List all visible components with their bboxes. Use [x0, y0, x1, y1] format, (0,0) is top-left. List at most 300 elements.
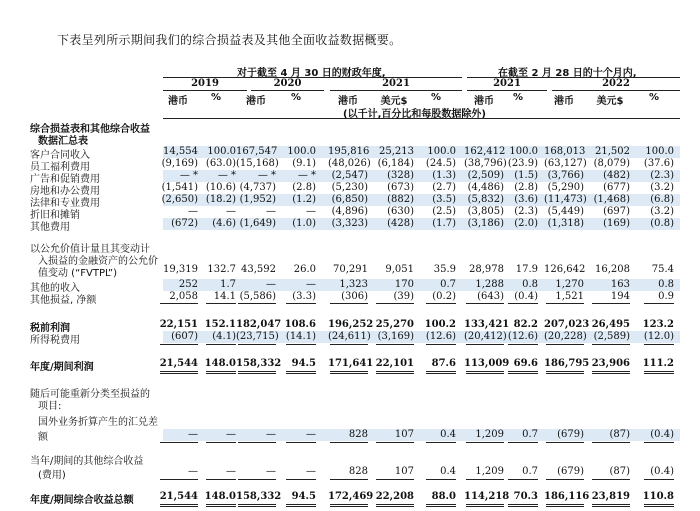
row-label: 房地和办公费用 [30, 186, 100, 197]
table-cell: (2.8) [514, 182, 538, 193]
table-cell: 100.0 [207, 146, 236, 157]
table-cell: 171,641 [328, 358, 374, 369]
cell-rule [160, 442, 198, 443]
table-cell: — [226, 466, 236, 477]
table-cell: 21,502 [595, 146, 630, 157]
table-cell: (679) [557, 466, 584, 477]
table-cell: — [266, 206, 276, 217]
table-cell: 19,319 [163, 264, 198, 275]
cell-rule [206, 344, 236, 345]
cell-rule [644, 371, 674, 374]
table-cell: 126,642 [544, 264, 586, 275]
table-cell: 828 [348, 466, 368, 477]
year-header: 2020 [273, 78, 302, 89]
table-cell: (9.1) [292, 158, 316, 169]
cell-rule [592, 479, 630, 480]
cell-rule [644, 344, 674, 345]
table-cell: (1.7) [432, 218, 456, 229]
table-cell: (10.6) [205, 182, 236, 193]
table-cell: 172,469 [328, 491, 374, 502]
cell-rule [592, 442, 630, 443]
cell-rule [466, 344, 504, 345]
cell-rule [592, 371, 630, 374]
cell-rule [160, 479, 198, 480]
table-cell: 22,101 [375, 358, 414, 369]
table-cell: (12.6) [507, 331, 538, 342]
table-cell: (63,127) [544, 158, 587, 169]
row-label: 其他费用 [30, 222, 70, 233]
table-cell: (2.5) [432, 206, 456, 217]
table-cell: 194 [610, 291, 630, 302]
cell-rule [508, 303, 538, 304]
row-label: 法律和专业费用 [30, 198, 100, 209]
year-rule [552, 90, 680, 91]
table-cell: 1.7 [220, 279, 236, 290]
cell-rule [546, 442, 584, 443]
table-cell: (2.3) [650, 170, 674, 181]
row-label: 税前利润 [30, 323, 70, 334]
cell-rule [426, 344, 456, 345]
table-cell: (87) [609, 429, 630, 440]
table-cell: (3.6) [514, 194, 538, 205]
column-header: % [512, 92, 524, 103]
table-cell: (2,509) [467, 170, 504, 181]
table-cell: (3.3) [292, 291, 316, 302]
table-cell: (5,290) [547, 182, 584, 193]
table-cell: (1,649) [239, 218, 276, 229]
table-cell: 107 [394, 466, 414, 477]
row-label: 额 [38, 432, 48, 443]
year-rule [467, 90, 547, 91]
table-cell: (3,169) [377, 331, 414, 342]
table-cell: (63.0) [205, 158, 236, 169]
table-cell: (3,766) [547, 170, 584, 181]
table-cell: 1,209 [475, 429, 504, 440]
table-cell: 0.8 [522, 279, 538, 290]
cell-rule [508, 504, 538, 507]
row-label: 年度/期间综合收益总额 [30, 495, 134, 506]
cell-rule [426, 479, 456, 480]
table-cell: (6.8) [650, 194, 674, 205]
table-cell: 88.0 [431, 491, 456, 502]
table-cell: (677) [603, 182, 630, 193]
row-label: 年度/期间利润 [30, 362, 94, 373]
column-header: 美元$ [380, 96, 408, 107]
year-rule [251, 90, 324, 91]
table-cell: (1.5) [514, 170, 538, 181]
table-cell: 14,554 [163, 146, 198, 157]
table-cell: 23,906 [591, 358, 630, 369]
table-cell: — * [179, 170, 198, 181]
table-cell: (3,323) [331, 218, 368, 229]
cell-rule [376, 344, 414, 345]
table-cell: 107 [394, 429, 414, 440]
cell-rule [376, 371, 414, 374]
table-cell: — * [297, 170, 316, 181]
header-group-ten-months: 在截至 2 月 28 日的十个月内, [498, 68, 637, 79]
table-cell: 21,544 [159, 491, 198, 502]
row-label: 以公允价值计量且其变动计 [30, 244, 150, 255]
unit-note: (以千计,百分比和每股数据除外) [343, 109, 486, 120]
table-cell: — [266, 279, 276, 290]
table-cell: (328) [387, 170, 414, 181]
cell-rule [644, 303, 674, 304]
table-cell: (2,547) [331, 170, 368, 181]
table-cell: 22,151 [159, 319, 198, 330]
table-cell: — [306, 279, 316, 290]
column-header: 港币 [246, 96, 266, 107]
table-cell: 94.5 [291, 491, 316, 502]
table-cell: 133,421 [464, 319, 510, 330]
table-cell: 1,270 [555, 279, 584, 290]
cell-rule [160, 371, 198, 374]
table-cell: (679) [557, 429, 584, 440]
table-cell: (0.4) [650, 466, 674, 477]
table-cell: (6,184) [377, 158, 414, 169]
table-cell: 158,332 [236, 491, 282, 502]
table-cell: (18.2) [205, 194, 236, 205]
table-cell: (643) [477, 291, 504, 302]
cell-rule [330, 344, 368, 345]
cell-rule [238, 344, 276, 345]
table-cell: (1.0) [292, 218, 316, 229]
table-cell: (4,896) [331, 206, 368, 217]
table-cell: — [226, 429, 236, 440]
cell-rule [508, 371, 538, 374]
row-label: 员工福利费用 [30, 162, 90, 173]
header-bottom-rule [163, 118, 680, 119]
table-cell: (4.6) [212, 218, 236, 229]
row-label: 客户合同收入 [30, 150, 90, 161]
table-cell: — [266, 429, 276, 440]
table-cell: 25,213 [379, 146, 414, 157]
table-cell: (1,468) [593, 194, 630, 205]
table-cell: 25,270 [375, 319, 414, 330]
cell-rule [546, 344, 584, 345]
table-cell: (24,611) [328, 331, 371, 342]
table-cell: (1,318) [547, 218, 584, 229]
table-cell: (3.5) [432, 194, 456, 205]
table-cell: 252 [178, 279, 198, 290]
year-rule [330, 90, 462, 91]
table-cell: 0.7 [522, 466, 538, 477]
table-cell: 17.9 [515, 264, 538, 275]
table-cell: 75.4 [651, 264, 674, 275]
table-cell: 94.5 [291, 358, 316, 369]
table-cell: (697) [603, 206, 630, 217]
cell-rule [426, 442, 456, 443]
table-cell: 110.8 [642, 491, 674, 502]
table-cell: 2,058 [169, 291, 198, 302]
table-cell: (20,412) [464, 331, 507, 342]
table-cell: 182,047 [236, 319, 282, 330]
table-cell: — * [217, 170, 236, 181]
table-cell: 100.2 [424, 319, 456, 330]
table-cell: 123.2 [642, 319, 674, 330]
cell-rule [330, 504, 368, 507]
column-header: 美元$ [596, 96, 624, 107]
table-cell: (3.2) [650, 206, 674, 217]
table-cell: 100.0 [645, 146, 674, 157]
table-cell: 26,495 [591, 319, 630, 330]
table-cell: 1,323 [339, 279, 368, 290]
cell-rule [286, 344, 316, 345]
table-cell: (37.6) [643, 158, 674, 169]
table-cell: 113,009 [464, 358, 510, 369]
table-cell: 148.0 [204, 491, 236, 502]
table-cell: (1,541) [161, 182, 198, 193]
table-cell: 207,023 [544, 319, 590, 330]
cell-rule [330, 442, 368, 443]
table-cell: 28,978 [469, 264, 504, 275]
cell-rule [466, 371, 504, 374]
table-cell: (23,715) [236, 331, 279, 342]
cell-rule [508, 442, 538, 443]
column-header: % [648, 92, 660, 103]
cell-rule [160, 504, 198, 507]
table-cell: — [226, 206, 236, 217]
table-cell: 14.1 [213, 291, 236, 302]
column-header: 港币 [338, 96, 358, 107]
table-cell: 0.7 [440, 279, 456, 290]
table-cell: 16,208 [595, 264, 630, 275]
table-cell: (3.2) [650, 182, 674, 193]
table-cell: 9,051 [385, 264, 414, 275]
cell-rule [286, 442, 316, 443]
table-cell: 1,209 [475, 466, 504, 477]
column-header: % [290, 92, 302, 103]
cell-rule [466, 479, 504, 480]
table-cell: 148.0 [204, 358, 236, 369]
table-cell: 186,116 [544, 491, 590, 502]
cell-rule [644, 504, 674, 507]
table-cell: 100.0 [509, 146, 538, 157]
table-cell: 82.2 [513, 319, 538, 330]
cell-rule [160, 303, 198, 304]
row-label: 广告和促销费用 [30, 174, 100, 185]
table-cell: (1.2) [292, 194, 316, 205]
table-cell: 163 [610, 279, 630, 290]
table-cell: (39) [393, 291, 414, 302]
table-cell: (3,186) [467, 218, 504, 229]
row-label: 折旧和摊销 [30, 210, 80, 221]
cell-rule [286, 303, 316, 304]
column-header: 港币 [554, 96, 574, 107]
table-cell: 1,521 [555, 291, 584, 302]
table-cell: (0.2) [432, 291, 456, 302]
table-cell: 87.6 [431, 358, 456, 369]
table-cell: (4,486) [467, 182, 504, 193]
column-header: 港币 [474, 96, 494, 107]
cell-rule [466, 504, 504, 507]
table-cell: (1.3) [432, 170, 456, 181]
table-cell: (5,230) [331, 182, 368, 193]
cell-rule [376, 442, 414, 443]
table-cell: (482) [603, 170, 630, 181]
table-cell: (14.1) [285, 331, 316, 342]
header-group-fiscal-year: 对于截至 4 月 30 日的财政年度, [237, 68, 386, 79]
cell-rule [376, 504, 414, 507]
cell-rule [238, 303, 276, 304]
table-cell: 70.3 [513, 491, 538, 502]
row-label: 其他损益, 净额 [30, 295, 97, 306]
table-cell: (8,079) [593, 158, 630, 169]
table-cell: (0.4) [514, 291, 538, 302]
cell-rule [508, 479, 538, 480]
cell-rule [238, 479, 276, 480]
cell-rule [426, 371, 456, 374]
cell-rule [160, 344, 198, 345]
table-cell: 828 [348, 429, 368, 440]
cell-rule [508, 344, 538, 345]
table-cell: 162,412 [464, 146, 506, 157]
table-cell: 35.9 [433, 264, 456, 275]
cell-rule [546, 303, 584, 304]
table-cell: (38,796) [464, 158, 507, 169]
table-cell: (882) [387, 194, 414, 205]
table-cell: 132.7 [207, 264, 236, 275]
cell-rule [466, 303, 504, 304]
cell-rule [330, 303, 368, 304]
cell-rule [238, 371, 276, 374]
cell-rule [286, 371, 316, 374]
table-cell: (48,026) [328, 158, 371, 169]
cell-rule [206, 303, 236, 304]
table-cell: 69.6 [513, 358, 538, 369]
table-cell: (6,850) [331, 194, 368, 205]
column-header: % [430, 92, 442, 103]
table-cell: (5,586) [239, 291, 276, 302]
cell-rule [206, 442, 236, 443]
row-label: 国外业务折算产生的汇兑差 [38, 417, 158, 428]
cell-rule [546, 479, 584, 480]
year-header: 2021 [382, 78, 410, 89]
table-cell: 111.2 [642, 358, 674, 369]
table-cell: 114,218 [464, 491, 510, 502]
table-cell: 195,816 [328, 146, 370, 157]
table-cell: — * [257, 170, 276, 181]
row-label: 值变动 (“FVTPL”) [38, 268, 118, 279]
year-header: 2021 [493, 78, 521, 89]
table-cell: (20,228) [544, 331, 587, 342]
cell-rule [546, 371, 584, 374]
row-label: 所得税费用 [30, 335, 80, 346]
table-cell: — [188, 429, 198, 440]
table-cell: 100.0 [287, 146, 316, 157]
cell-rule [644, 442, 674, 443]
table-cell: (0.4) [650, 429, 674, 440]
table-cell: (15,168) [236, 158, 279, 169]
table-cell: (672) [171, 218, 198, 229]
table-cell: (2,650) [161, 194, 198, 205]
cell-rule [644, 479, 674, 480]
cell-rule [546, 504, 584, 507]
cell-rule [206, 371, 236, 374]
table-cell: — [188, 466, 198, 477]
table-cell: (1,952) [239, 194, 276, 205]
table-cell: 70,291 [333, 264, 368, 275]
table-cell: (3,805) [467, 206, 504, 217]
table-cell: (428) [387, 218, 414, 229]
cell-rule [426, 303, 456, 304]
table-cell: (5,449) [547, 206, 584, 217]
table-cell: 0.4 [440, 466, 456, 477]
row-label: 其他的收入 [30, 283, 80, 294]
table-cell: (673) [387, 182, 414, 193]
table-cell: (4.1) [212, 331, 236, 342]
table-cell: (2.7) [432, 182, 456, 193]
table-cell: (2,589) [593, 331, 630, 342]
cell-rule [206, 504, 236, 507]
table-cell: — [306, 206, 316, 217]
year-rule [163, 90, 247, 91]
table-cell: (169) [603, 218, 630, 229]
table-cell: 22,208 [375, 491, 414, 502]
section-title: 数据汇总表 [38, 136, 88, 147]
table-cell: 168,013 [544, 146, 586, 157]
row-label: 入损益的金融资产的公允价 [38, 256, 158, 267]
table-cell: 152.1 [204, 319, 236, 330]
cell-rule [592, 344, 630, 345]
table-cell: (2.8) [292, 182, 316, 193]
table-cell: (87) [609, 466, 630, 477]
table-cell: 1,288 [475, 279, 504, 290]
cell-rule [330, 371, 368, 374]
table-cell: 0.9 [658, 291, 674, 302]
cell-rule [238, 504, 276, 507]
table-cell: 43,592 [241, 264, 276, 275]
table-cell: — [188, 206, 198, 217]
intro-text: 下表呈列所示期间我们的综合损益表及其他全面收益数据概要。 [57, 33, 402, 47]
table-cell: (12.6) [425, 331, 456, 342]
cell-rule [376, 479, 414, 480]
cell-rule [466, 442, 504, 443]
table-cell: — [306, 429, 316, 440]
table-cell: (306) [341, 291, 368, 302]
table-cell: (23.9) [507, 158, 538, 169]
cell-rule [426, 504, 456, 507]
column-header: % [210, 92, 222, 103]
table-cell: (5,832) [467, 194, 504, 205]
year-header: 2022 [602, 78, 630, 89]
row-label: (费用) [38, 470, 66, 481]
row-label: 随后可能重新分类至损益的 [30, 389, 150, 400]
cell-rule [206, 479, 236, 480]
column-header: 港币 [168, 96, 188, 107]
table-cell: (12.0) [643, 331, 674, 342]
cell-rule [592, 504, 630, 507]
table-cell: 108.6 [284, 319, 316, 330]
table-cell: (9,169) [161, 158, 198, 169]
table-cell: 158,332 [236, 358, 282, 369]
table-cell: — [266, 466, 276, 477]
table-cell: (2.3) [514, 206, 538, 217]
table-cell: 0.7 [522, 429, 538, 440]
cell-rule [286, 479, 316, 480]
row-label: 当年/期间的其他综合收益 [30, 456, 144, 467]
table-cell: (607) [171, 331, 198, 342]
table-cell: 186,795 [544, 358, 590, 369]
table-cell: 167,547 [236, 146, 278, 157]
table-cell: 100.0 [427, 146, 456, 157]
row-label: 项目: [38, 401, 62, 412]
cell-rule [330, 479, 368, 480]
table-cell: — [306, 466, 316, 477]
cell-rule [238, 442, 276, 443]
table-cell: 196,252 [328, 319, 374, 330]
table-cell: (630) [387, 206, 414, 217]
table-cell: 170 [394, 279, 414, 290]
